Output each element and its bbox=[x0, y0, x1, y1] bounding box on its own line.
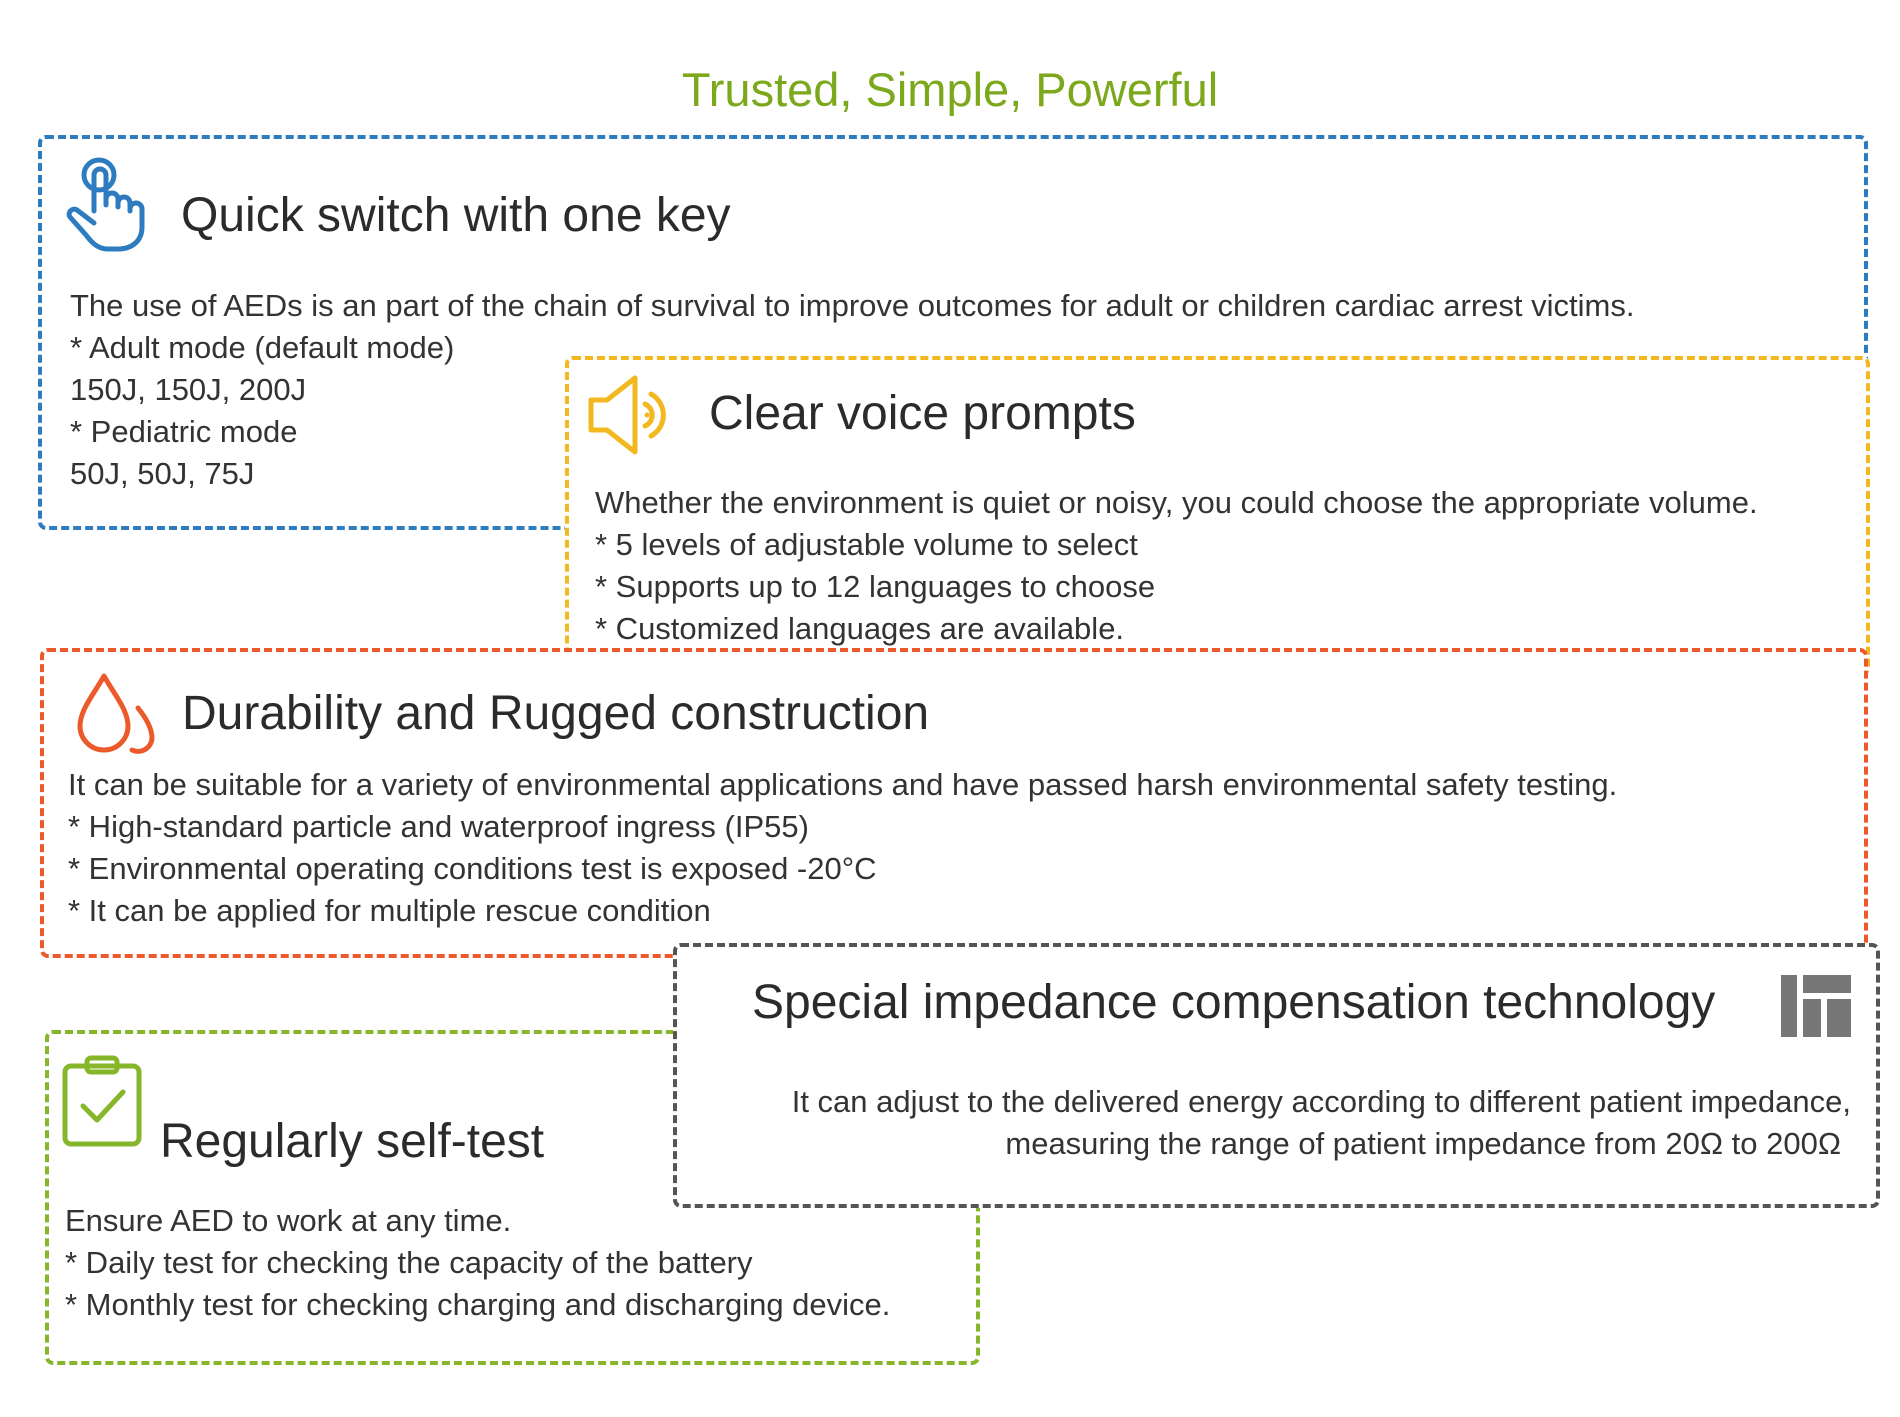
card-body bbox=[65, 1200, 890, 1326]
card-title: Clear voice prompts bbox=[709, 387, 1136, 440]
card-line: * High-standard particle and waterproof ingress (IP55) bbox=[68, 809, 809, 844]
card-line: It can be suitable for a variety of environmental applications and have passed harsh environmental safety testing. bbox=[68, 767, 1618, 802]
card-line: 150J, 150J, 200J bbox=[70, 372, 307, 407]
card-line: * Supports up to 12 languages to choose bbox=[595, 569, 1156, 604]
card-line: * Pediatric mode bbox=[70, 414, 298, 449]
feature-card-voice-prompts bbox=[565, 356, 1870, 676]
card-line: The use of AEDs is an part of the chain of survival to improve outcomes for adult or children cardiac arrest victims. bbox=[70, 288, 1635, 323]
card-body bbox=[595, 482, 1758, 650]
layout-blocks-icon bbox=[1781, 975, 1851, 1037]
card-line: Ensure AED to work at any time. bbox=[65, 1203, 512, 1238]
card-title: Durability and Rugged construction bbox=[182, 687, 930, 740]
card-line: measuring the range of patient impedance from 20Ω to 200Ω bbox=[1005, 1126, 1841, 1161]
card-line: Whether the environment is quiet or noisy, you could choose the appropriate volume. bbox=[595, 485, 1758, 520]
card-line: * Daily test for checking the capacity of the battery bbox=[65, 1245, 753, 1280]
card-body bbox=[677, 1081, 1876, 1165]
clipboard-check-icon bbox=[61, 1052, 143, 1148]
speaker-icon bbox=[587, 372, 677, 458]
card-line: It can adjust to the delivered energy according to different patient impedance, bbox=[791, 1084, 1851, 1119]
card-line: * Monthly test for checking charging and discharging device. bbox=[65, 1287, 891, 1322]
card-line: * 5 levels of adjustable volume to select bbox=[595, 527, 1138, 562]
card-line: * It can be applied for multiple rescue condition bbox=[68, 893, 711, 928]
card-title: Special impedance compensation technology bbox=[752, 976, 1716, 1029]
page-title: Trusted, Simple, Powerful bbox=[681, 63, 1219, 116]
water-drop-icon bbox=[74, 670, 160, 756]
hand-pointer-icon bbox=[64, 153, 152, 253]
card-title: Regularly self-test bbox=[160, 1115, 545, 1168]
feature-card-durability bbox=[40, 648, 1868, 958]
card-line: * Environmental operating conditions test is exposed -20°C bbox=[68, 851, 877, 886]
card-title: Quick switch with one key bbox=[181, 189, 731, 242]
card-line: * Customized languages are available. bbox=[595, 611, 1125, 646]
card-line: 50J, 50J, 75J bbox=[70, 456, 255, 491]
card-line: * Adult mode (default mode) bbox=[70, 330, 455, 365]
feature-card-impedance bbox=[673, 943, 1880, 1208]
card-body bbox=[68, 764, 1617, 932]
